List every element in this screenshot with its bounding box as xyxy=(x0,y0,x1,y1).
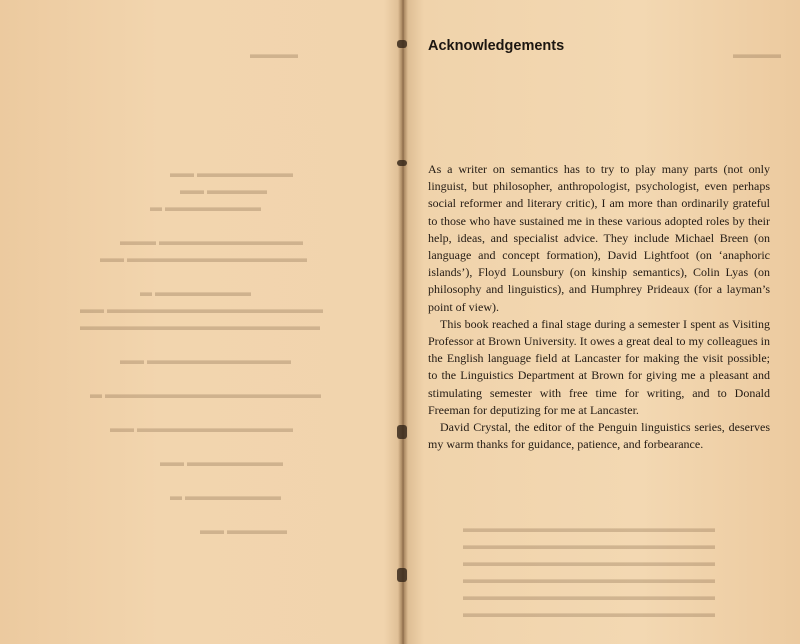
show-through-text: ▬▬▬▬▬▬▬▬▬▬▬▬ ▬▬ xyxy=(120,353,291,367)
page-heading: Acknowledgements xyxy=(428,38,565,54)
show-through-text: ▬▬▬▬ xyxy=(733,47,781,61)
show-through-text: ▬▬▬▬▬▬▬▬▬▬▬▬▬▬▬▬▬▬▬▬▬ xyxy=(463,572,715,586)
show-through-text: ▬▬▬▬▬▬▬▬▬▬▬▬▬▬▬▬▬▬▬▬▬ xyxy=(463,521,715,535)
paragraph: This book reached a final stage during a semester I spent as Visiting Professor at Brown University. It owes a great deal to my colleagues in the English language field at Lancaster for making the visit possible; to the Linguistics Department at Brown for giving me a pleasant and stimulating semester with free time for writing, and to Donald Freeman for deputizing for me at Lancaster. xyxy=(428,316,770,417)
show-through-text: ▬▬▬▬▬▬▬▬▬▬▬▬▬▬▬ ▬▬ xyxy=(100,251,307,265)
paragraph: David Crystal, the editor of the Penguin linguistics series, deserves my warm thanks for guidance, patience, and forbearance. xyxy=(428,420,770,452)
paragraph: As a writer on semantics has to try to play many parts (not only linguist, but philosopher, anthropologist, psychologist, even perhaps social reformer and literary critic), I am more than ordinarily grateful to those who have sustained me in these various adopted roles by their help, ideas, and specialist advice. They include Michael Breen (on language and concept formation), David Lightfoot (on ‘anaphoric islands’), Floyd Lounsbury (on kinship semantics), Colin Lyas (on philosophy and linguistics), and Humphrey Prideaux (for a layman’s point of view). xyxy=(428,162,770,314)
show-through-text: ▬▬▬▬▬▬▬▬▬▬▬▬▬▬▬▬▬▬ ▬ xyxy=(90,387,321,401)
show-through-text: ▬▬▬▬▬ ▬▬ xyxy=(200,523,287,537)
show-through-text: ▬▬▬▬▬▬▬▬ ▬ xyxy=(150,200,261,214)
show-through-text: ▬▬▬▬▬▬▬▬ ▬▬ xyxy=(160,455,283,469)
show-through-text: ▬▬▬▬▬▬▬▬▬▬▬▬▬▬▬▬▬▬▬▬▬ xyxy=(463,555,715,569)
acknowledgements-body xyxy=(428,161,770,453)
show-through-text: ▬▬▬▬ xyxy=(250,47,298,61)
show-through-text: ▬▬▬▬▬▬▬▬▬▬▬▬▬▬▬▬▬▬▬▬▬ xyxy=(463,538,715,552)
show-through-text: ▬▬▬▬▬▬▬▬▬▬▬▬▬▬▬▬▬▬▬▬ xyxy=(80,319,320,333)
show-through-text: ▬▬▬▬▬▬▬▬▬▬▬▬▬▬▬▬▬▬ ▬▬ xyxy=(80,302,323,316)
show-through-text: ▬▬▬▬▬ ▬▬ xyxy=(180,183,267,197)
show-through-text: ▬▬▬▬▬▬▬▬▬▬▬▬▬▬▬▬▬▬▬▬▬ xyxy=(463,606,715,620)
show-through-text: ▬▬▬▬▬▬▬▬ ▬▬ xyxy=(170,166,293,180)
show-through-text: ▬▬▬▬▬▬▬▬▬▬▬▬▬ ▬▬ xyxy=(110,421,293,435)
show-through-text: ▬▬▬▬▬▬▬▬▬▬▬▬ ▬▬▬ xyxy=(120,234,303,248)
show-through-text: ▬▬▬▬▬▬▬▬▬▬▬▬▬▬▬▬▬▬▬▬▬ xyxy=(463,589,715,603)
show-through-text: ▬▬▬▬▬▬▬▬ ▬ xyxy=(140,285,251,299)
show-through-text: ▬▬▬▬▬▬▬▬ ▬ xyxy=(170,489,281,503)
